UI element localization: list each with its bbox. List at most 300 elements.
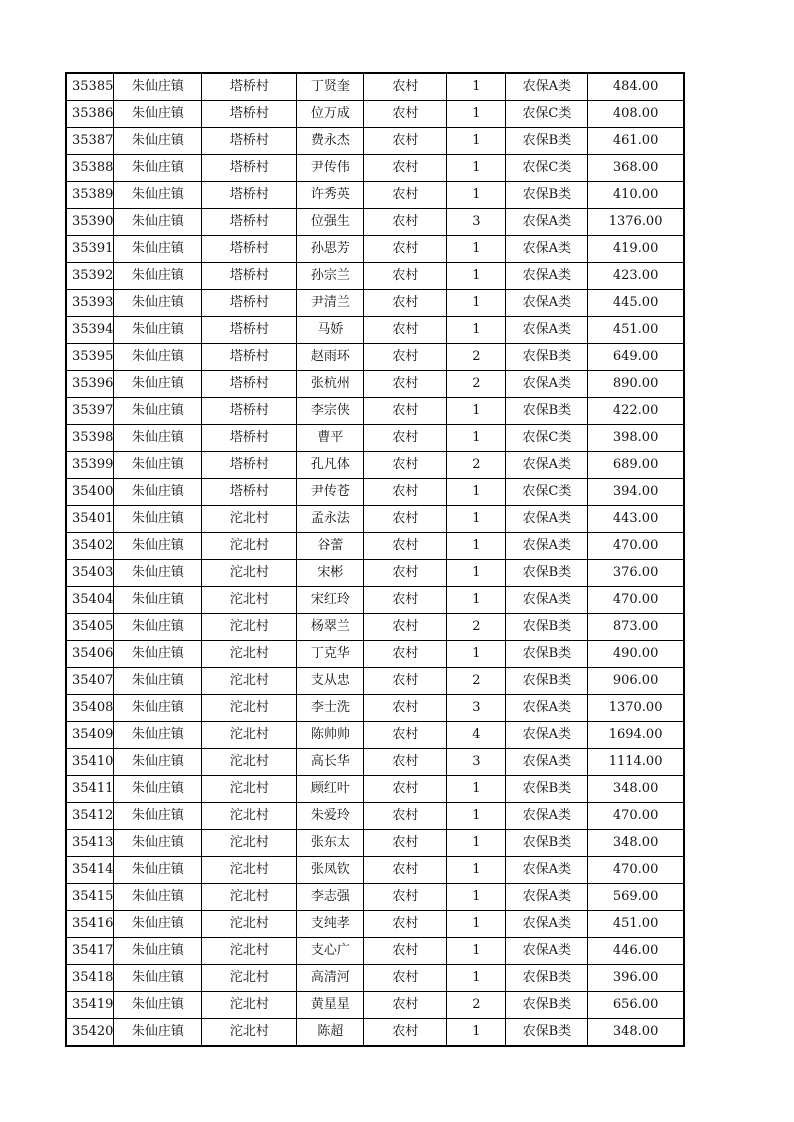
record-id-cell: 35388 xyxy=(66,155,114,182)
name-cell: 陈帅帅 xyxy=(297,722,364,749)
amount-cell: 470.00 xyxy=(588,857,684,884)
village-cell: 塔桥村 xyxy=(202,128,297,155)
name-cell: 杨翠兰 xyxy=(297,614,364,641)
town-cell: 朱仙庄镇 xyxy=(114,182,202,209)
household-type-cell: 农村 xyxy=(364,992,447,1019)
village-cell: 塔桥村 xyxy=(202,479,297,506)
member-count-cell: 3 xyxy=(447,695,506,722)
category-cell: 农保A类 xyxy=(506,73,588,101)
category-cell: 农保B类 xyxy=(506,614,588,641)
member-count-cell: 1 xyxy=(447,857,506,884)
amount-cell: 656.00 xyxy=(588,992,684,1019)
category-cell: 农保C类 xyxy=(506,101,588,128)
category-cell: 农保B类 xyxy=(506,1019,588,1047)
category-cell: 农保B类 xyxy=(506,182,588,209)
village-cell: 塔桥村 xyxy=(202,452,297,479)
village-cell: 沱北村 xyxy=(202,641,297,668)
town-cell: 朱仙庄镇 xyxy=(114,695,202,722)
member-count-cell: 1 xyxy=(447,317,506,344)
amount-cell: 470.00 xyxy=(588,587,684,614)
village-cell: 塔桥村 xyxy=(202,398,297,425)
member-count-cell: 2 xyxy=(447,452,506,479)
town-cell: 朱仙庄镇 xyxy=(114,344,202,371)
household-type-cell: 农村 xyxy=(364,641,447,668)
record-id-cell: 35416 xyxy=(66,911,114,938)
household-type-cell: 农村 xyxy=(364,965,447,992)
village-cell: 沱北村 xyxy=(202,830,297,857)
category-cell: 农保A类 xyxy=(506,317,588,344)
town-cell: 朱仙庄镇 xyxy=(114,452,202,479)
category-cell: 农保A类 xyxy=(506,749,588,776)
table-row xyxy=(66,560,684,587)
record-id-cell: 35420 xyxy=(66,1019,114,1047)
member-count-cell: 1 xyxy=(447,290,506,317)
table-row xyxy=(66,290,684,317)
table-row xyxy=(66,371,684,398)
household-type-cell: 农村 xyxy=(364,128,447,155)
amount-cell: 398.00 xyxy=(588,425,684,452)
table-row xyxy=(66,668,684,695)
name-cell: 朱爱玲 xyxy=(297,803,364,830)
name-cell: 宋红玲 xyxy=(297,587,364,614)
category-cell: 农保A类 xyxy=(506,722,588,749)
record-id-cell: 35397 xyxy=(66,398,114,425)
household-type-cell: 农村 xyxy=(364,506,447,533)
amount-cell: 410.00 xyxy=(588,182,684,209)
table-row xyxy=(66,965,684,992)
member-count-cell: 1 xyxy=(447,263,506,290)
name-cell: 支纯孝 xyxy=(297,911,364,938)
record-id-cell: 35392 xyxy=(66,263,114,290)
household-type-cell: 农村 xyxy=(364,344,447,371)
household-type-cell: 农村 xyxy=(364,911,447,938)
table-row xyxy=(66,317,684,344)
household-type-cell: 农村 xyxy=(364,695,447,722)
household-type-cell: 农村 xyxy=(364,371,447,398)
name-cell: 孟永法 xyxy=(297,506,364,533)
category-cell: 农保A类 xyxy=(506,506,588,533)
record-id-cell: 35400 xyxy=(66,479,114,506)
record-id-cell: 35391 xyxy=(66,236,114,263)
table-row xyxy=(66,1019,684,1047)
member-count-cell: 1 xyxy=(447,803,506,830)
category-cell: 农保A类 xyxy=(506,911,588,938)
village-cell: 塔桥村 xyxy=(202,371,297,398)
village-cell: 沱北村 xyxy=(202,938,297,965)
member-count-cell: 2 xyxy=(447,344,506,371)
village-cell: 沱北村 xyxy=(202,857,297,884)
record-id-cell: 35399 xyxy=(66,452,114,479)
category-cell: 农保A类 xyxy=(506,803,588,830)
town-cell: 朱仙庄镇 xyxy=(114,209,202,236)
member-count-cell: 1 xyxy=(447,533,506,560)
household-type-cell: 农村 xyxy=(364,884,447,911)
amount-cell: 443.00 xyxy=(588,506,684,533)
amount-cell: 1694.00 xyxy=(588,722,684,749)
member-count-cell: 1 xyxy=(447,884,506,911)
member-count-cell: 4 xyxy=(447,722,506,749)
town-cell: 朱仙庄镇 xyxy=(114,992,202,1019)
amount-cell: 348.00 xyxy=(588,776,684,803)
record-id-cell: 35419 xyxy=(66,992,114,1019)
record-id-cell: 35386 xyxy=(66,101,114,128)
household-type-cell: 农村 xyxy=(364,749,447,776)
table-row xyxy=(66,344,684,371)
record-id-cell: 35395 xyxy=(66,344,114,371)
town-cell: 朱仙庄镇 xyxy=(114,776,202,803)
member-count-cell: 1 xyxy=(447,938,506,965)
category-cell: 农保B类 xyxy=(506,560,588,587)
name-cell: 支心广 xyxy=(297,938,364,965)
member-count-cell: 1 xyxy=(447,73,506,101)
village-cell: 沱北村 xyxy=(202,506,297,533)
record-id-cell: 35401 xyxy=(66,506,114,533)
amount-cell: 422.00 xyxy=(588,398,684,425)
town-cell: 朱仙庄镇 xyxy=(114,641,202,668)
record-id-cell: 35418 xyxy=(66,965,114,992)
amount-cell: 1370.00 xyxy=(588,695,684,722)
town-cell: 朱仙庄镇 xyxy=(114,506,202,533)
record-id-cell: 35404 xyxy=(66,587,114,614)
category-cell: 农保B类 xyxy=(506,776,588,803)
village-cell: 沱北村 xyxy=(202,668,297,695)
town-cell: 朱仙庄镇 xyxy=(114,749,202,776)
record-id-cell: 35412 xyxy=(66,803,114,830)
member-count-cell: 1 xyxy=(447,587,506,614)
amount-cell: 461.00 xyxy=(588,128,684,155)
name-cell: 顾红叶 xyxy=(297,776,364,803)
member-count-cell: 2 xyxy=(447,614,506,641)
name-cell: 曹平 xyxy=(297,425,364,452)
table-row xyxy=(66,506,684,533)
household-type-cell: 农村 xyxy=(364,101,447,128)
town-cell: 朱仙庄镇 xyxy=(114,128,202,155)
member-count-cell: 1 xyxy=(447,182,506,209)
name-cell: 位强生 xyxy=(297,209,364,236)
table-row xyxy=(66,155,684,182)
amount-cell: 445.00 xyxy=(588,290,684,317)
amount-cell: 376.00 xyxy=(588,560,684,587)
amount-cell: 446.00 xyxy=(588,938,684,965)
record-id-cell: 35405 xyxy=(66,614,114,641)
town-cell: 朱仙庄镇 xyxy=(114,560,202,587)
amount-cell: 348.00 xyxy=(588,830,684,857)
amount-cell: 1114.00 xyxy=(588,749,684,776)
name-cell: 宋彬 xyxy=(297,560,364,587)
household-type-cell: 农村 xyxy=(364,452,447,479)
name-cell: 费永杰 xyxy=(297,128,364,155)
village-cell: 塔桥村 xyxy=(202,425,297,452)
name-cell: 谷蕾 xyxy=(297,533,364,560)
table-row xyxy=(66,722,684,749)
record-id-cell: 35408 xyxy=(66,695,114,722)
record-id-cell: 35390 xyxy=(66,209,114,236)
record-id-cell: 35402 xyxy=(66,533,114,560)
name-cell: 丁克华 xyxy=(297,641,364,668)
village-cell: 沱北村 xyxy=(202,722,297,749)
household-type-cell: 农村 xyxy=(364,857,447,884)
village-cell: 沱北村 xyxy=(202,776,297,803)
town-cell: 朱仙庄镇 xyxy=(114,101,202,128)
amount-cell: 394.00 xyxy=(588,479,684,506)
amount-cell: 490.00 xyxy=(588,641,684,668)
town-cell: 朱仙庄镇 xyxy=(114,587,202,614)
town-cell: 朱仙庄镇 xyxy=(114,398,202,425)
member-count-cell: 3 xyxy=(447,749,506,776)
household-type-cell: 农村 xyxy=(364,182,447,209)
household-type-cell: 农村 xyxy=(364,722,447,749)
member-count-cell: 2 xyxy=(447,371,506,398)
amount-cell: 890.00 xyxy=(588,371,684,398)
village-cell: 塔桥村 xyxy=(202,263,297,290)
village-cell: 塔桥村 xyxy=(202,182,297,209)
village-cell: 塔桥村 xyxy=(202,317,297,344)
table-row xyxy=(66,263,684,290)
name-cell: 李宗侠 xyxy=(297,398,364,425)
member-count-cell: 1 xyxy=(447,479,506,506)
record-id-cell: 35406 xyxy=(66,641,114,668)
category-cell: 农保B类 xyxy=(506,398,588,425)
amount-cell: 368.00 xyxy=(588,155,684,182)
record-id-cell: 35387 xyxy=(66,128,114,155)
household-type-cell: 农村 xyxy=(364,73,447,101)
village-cell: 沱北村 xyxy=(202,587,297,614)
town-cell: 朱仙庄镇 xyxy=(114,533,202,560)
table-row xyxy=(66,236,684,263)
table-row xyxy=(66,938,684,965)
village-cell: 沱北村 xyxy=(202,1019,297,1047)
category-cell: 农保A类 xyxy=(506,290,588,317)
member-count-cell: 3 xyxy=(447,209,506,236)
table-row xyxy=(66,182,684,209)
member-count-cell: 1 xyxy=(447,641,506,668)
household-type-cell: 农村 xyxy=(364,587,447,614)
record-id-cell: 35411 xyxy=(66,776,114,803)
name-cell: 位万成 xyxy=(297,101,364,128)
town-cell: 朱仙庄镇 xyxy=(114,911,202,938)
town-cell: 朱仙庄镇 xyxy=(114,236,202,263)
table-row xyxy=(66,830,684,857)
village-cell: 塔桥村 xyxy=(202,73,297,101)
amount-cell: 423.00 xyxy=(588,263,684,290)
table-row xyxy=(66,73,684,101)
name-cell: 尹传苍 xyxy=(297,479,364,506)
table-row xyxy=(66,749,684,776)
town-cell: 朱仙庄镇 xyxy=(114,425,202,452)
category-cell: 农保A类 xyxy=(506,938,588,965)
amount-cell: 689.00 xyxy=(588,452,684,479)
town-cell: 朱仙庄镇 xyxy=(114,722,202,749)
town-cell: 朱仙庄镇 xyxy=(114,1019,202,1047)
record-id-cell: 35417 xyxy=(66,938,114,965)
village-cell: 塔桥村 xyxy=(202,155,297,182)
household-type-cell: 农村 xyxy=(364,209,447,236)
record-id-cell: 35398 xyxy=(66,425,114,452)
table-body xyxy=(66,73,684,1046)
table-row xyxy=(66,209,684,236)
category-cell: 农保A类 xyxy=(506,587,588,614)
table-row xyxy=(66,425,684,452)
category-cell: 农保B类 xyxy=(506,128,588,155)
member-count-cell: 2 xyxy=(447,668,506,695)
record-id-cell: 35413 xyxy=(66,830,114,857)
household-type-cell: 农村 xyxy=(364,155,447,182)
village-cell: 塔桥村 xyxy=(202,236,297,263)
town-cell: 朱仙庄镇 xyxy=(114,73,202,101)
table-row xyxy=(66,479,684,506)
name-cell: 李志强 xyxy=(297,884,364,911)
member-count-cell: 1 xyxy=(447,398,506,425)
name-cell: 孙宗兰 xyxy=(297,263,364,290)
record-id-cell: 35403 xyxy=(66,560,114,587)
village-cell: 沱北村 xyxy=(202,965,297,992)
table-row xyxy=(66,614,684,641)
village-cell: 沱北村 xyxy=(202,695,297,722)
record-id-cell: 35409 xyxy=(66,722,114,749)
amount-cell: 396.00 xyxy=(588,965,684,992)
category-cell: 农保B类 xyxy=(506,641,588,668)
category-cell: 农保A类 xyxy=(506,884,588,911)
member-count-cell: 1 xyxy=(447,911,506,938)
name-cell: 支从忠 xyxy=(297,668,364,695)
town-cell: 朱仙庄镇 xyxy=(114,803,202,830)
village-cell: 塔桥村 xyxy=(202,290,297,317)
record-id-cell: 35389 xyxy=(66,182,114,209)
name-cell: 尹清兰 xyxy=(297,290,364,317)
table-row xyxy=(66,911,684,938)
table-row xyxy=(66,533,684,560)
name-cell: 陈超 xyxy=(297,1019,364,1047)
household-type-cell: 农村 xyxy=(364,560,447,587)
name-cell: 高清河 xyxy=(297,965,364,992)
town-cell: 朱仙庄镇 xyxy=(114,263,202,290)
household-type-cell: 农村 xyxy=(364,938,447,965)
household-type-cell: 农村 xyxy=(364,776,447,803)
village-cell: 沱北村 xyxy=(202,911,297,938)
record-id-cell: 35396 xyxy=(66,371,114,398)
amount-cell: 470.00 xyxy=(588,803,684,830)
town-cell: 朱仙庄镇 xyxy=(114,857,202,884)
household-type-cell: 农村 xyxy=(364,425,447,452)
town-cell: 朱仙庄镇 xyxy=(114,884,202,911)
record-id-cell: 35415 xyxy=(66,884,114,911)
household-type-cell: 农村 xyxy=(364,1019,447,1047)
table-row xyxy=(66,128,684,155)
name-cell: 孔凡体 xyxy=(297,452,364,479)
amount-cell: 484.00 xyxy=(588,73,684,101)
member-count-cell: 1 xyxy=(447,155,506,182)
category-cell: 农保B类 xyxy=(506,965,588,992)
table-row xyxy=(66,587,684,614)
category-cell: 农保A类 xyxy=(506,236,588,263)
amount-cell: 906.00 xyxy=(588,668,684,695)
household-type-cell: 农村 xyxy=(364,830,447,857)
town-cell: 朱仙庄镇 xyxy=(114,155,202,182)
category-cell: 农保A类 xyxy=(506,452,588,479)
name-cell: 高长华 xyxy=(297,749,364,776)
village-cell: 沱北村 xyxy=(202,803,297,830)
household-type-cell: 农村 xyxy=(364,614,447,641)
name-cell: 黄星星 xyxy=(297,992,364,1019)
amount-cell: 649.00 xyxy=(588,344,684,371)
village-cell: 沱北村 xyxy=(202,884,297,911)
record-id-cell: 35410 xyxy=(66,749,114,776)
category-cell: 农保B类 xyxy=(506,830,588,857)
member-count-cell: 1 xyxy=(447,965,506,992)
town-cell: 朱仙庄镇 xyxy=(114,668,202,695)
amount-cell: 419.00 xyxy=(588,236,684,263)
record-id-cell: 35385 xyxy=(66,73,114,101)
town-cell: 朱仙庄镇 xyxy=(114,479,202,506)
amount-cell: 348.00 xyxy=(588,1019,684,1047)
village-cell: 沱北村 xyxy=(202,533,297,560)
category-cell: 农保A类 xyxy=(506,695,588,722)
table-row xyxy=(66,695,684,722)
household-type-cell: 农村 xyxy=(364,236,447,263)
household-type-cell: 农村 xyxy=(364,263,447,290)
household-type-cell: 农村 xyxy=(364,803,447,830)
amount-cell: 873.00 xyxy=(588,614,684,641)
data-table xyxy=(65,72,685,1047)
table-row xyxy=(66,452,684,479)
amount-cell: 451.00 xyxy=(588,911,684,938)
household-type-cell: 农村 xyxy=(364,317,447,344)
record-id-cell: 35407 xyxy=(66,668,114,695)
category-cell: 农保B类 xyxy=(506,344,588,371)
table-row xyxy=(66,803,684,830)
name-cell: 马娇 xyxy=(297,317,364,344)
member-count-cell: 1 xyxy=(447,830,506,857)
name-cell: 许秀英 xyxy=(297,182,364,209)
name-cell: 孙思芳 xyxy=(297,236,364,263)
category-cell: 农保A类 xyxy=(506,533,588,560)
household-type-cell: 农村 xyxy=(364,290,447,317)
name-cell: 张东太 xyxy=(297,830,364,857)
name-cell: 李士洗 xyxy=(297,695,364,722)
household-type-cell: 农村 xyxy=(364,668,447,695)
record-id-cell: 35394 xyxy=(66,317,114,344)
member-count-cell: 2 xyxy=(447,992,506,1019)
member-count-cell: 1 xyxy=(447,128,506,155)
household-type-cell: 农村 xyxy=(364,479,447,506)
category-cell: 农保A类 xyxy=(506,857,588,884)
table-row xyxy=(66,857,684,884)
table-row xyxy=(66,641,684,668)
amount-cell: 470.00 xyxy=(588,533,684,560)
household-type-cell: 农村 xyxy=(364,398,447,425)
town-cell: 朱仙庄镇 xyxy=(114,614,202,641)
town-cell: 朱仙庄镇 xyxy=(114,371,202,398)
village-cell: 塔桥村 xyxy=(202,209,297,236)
name-cell: 张杭州 xyxy=(297,371,364,398)
member-count-cell: 1 xyxy=(447,776,506,803)
table-row xyxy=(66,398,684,425)
category-cell: 农保B类 xyxy=(506,668,588,695)
category-cell: 农保A类 xyxy=(506,371,588,398)
category-cell: 农保C类 xyxy=(506,155,588,182)
name-cell: 丁贤奎 xyxy=(297,73,364,101)
name-cell: 尹传伟 xyxy=(297,155,364,182)
member-count-cell: 1 xyxy=(447,236,506,263)
amount-cell: 1376.00 xyxy=(588,209,684,236)
member-count-cell: 1 xyxy=(447,425,506,452)
category-cell: 农保C类 xyxy=(506,425,588,452)
village-cell: 沱北村 xyxy=(202,614,297,641)
member-count-cell: 1 xyxy=(447,560,506,587)
household-type-cell: 农村 xyxy=(364,533,447,560)
village-cell: 沱北村 xyxy=(202,560,297,587)
record-id-cell: 35393 xyxy=(66,290,114,317)
